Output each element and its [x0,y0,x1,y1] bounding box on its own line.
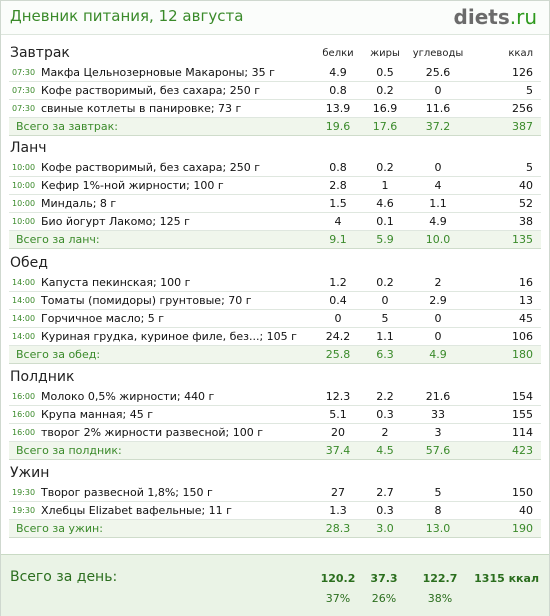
food-carbs: 8 [434,504,442,517]
food-row[interactable] [9,424,541,442]
food-row[interactable] [9,64,541,82]
meal-total-row [9,346,541,364]
food-protein: 20 [331,426,345,439]
meal-title: Обед [10,255,48,271]
total-fat: 5.9 [376,233,394,246]
food-time: 19:30 [12,506,36,515]
food-name: Молоко 0,5% жирности; 440 г [41,390,215,403]
total-kcal: 190 [512,522,533,535]
food-carbs: 3 [434,426,442,439]
meal-total-label: Всего за ужин: [16,522,103,535]
food-time: 16:00 [12,392,36,401]
food-name: Хлебцы Elizabet вафельные; 11 г [41,504,232,517]
food-protein: 1.3 [329,504,347,517]
total-kcal: 423 [512,444,533,457]
day-fat-percent: 26% [371,592,397,605]
day-carbs-percent: 38% [427,592,453,605]
food-name: Кофе растворимый, без сахара; 250 г [41,84,260,97]
food-carbs: 4 [434,179,442,192]
column-header-kcal: ккал [508,48,533,59]
total-carbs: 10.0 [425,233,451,246]
food-time: 10:00 [12,181,36,190]
food-name: Крупа манная; 45 г [41,408,153,421]
food-time: 07:30 [12,104,36,113]
food-row[interactable] [9,274,541,292]
food-carbs: 0 [434,84,442,97]
food-fat: 0.1 [376,215,394,228]
total-fat: 6.3 [376,348,394,361]
food-row[interactable] [9,159,541,177]
food-row[interactable] [9,328,541,346]
food-fat: 1.1 [376,330,394,343]
food-row[interactable] [9,406,541,424]
food-carbs: 5 [434,486,442,499]
food-fat: 2 [381,426,389,439]
food-fat: 2.7 [376,486,394,499]
food-name: Капуста пекинская; 100 г [41,276,191,289]
total-fat: 4.5 [376,444,394,457]
meal-title: Ужин [10,465,50,481]
food-kcal: 150 [512,486,533,499]
food-kcal: 16 [519,276,533,289]
column-header-fat: жиры [370,48,400,59]
food-protein: 0.8 [329,84,347,97]
total-protein: 25.8 [325,348,351,361]
meal-total-label: Всего за завтрак: [16,120,119,133]
food-time: 07:30 [12,68,36,77]
day-protein: 120.2 [320,572,356,585]
food-name: Творог развесной 1,8%; 150 г [41,486,213,499]
column-header-carbs: углеводы [412,48,464,59]
meal-title: Полдник [10,369,75,385]
food-kcal: 40 [519,504,533,517]
food-row[interactable] [9,213,541,231]
food-fat: 0.3 [376,504,394,517]
food-row[interactable] [9,502,541,520]
food-protein: 1.5 [329,197,347,210]
food-row[interactable] [9,100,541,118]
site-logo[interactable] [454,5,537,29]
food-time: 16:00 [12,410,36,419]
food-protein: 0.4 [329,294,347,307]
food-protein: 4 [334,215,342,228]
total-kcal: 180 [512,348,533,361]
food-carbs: 33 [431,408,445,421]
food-protein: 0.8 [329,161,347,174]
food-kcal: 5 [526,161,533,174]
food-row[interactable] [9,292,541,310]
food-fat: 1 [381,179,389,192]
column-header-protein: белки [322,48,354,59]
food-name: Кефир 1%-ной жирности; 100 г [41,179,224,192]
food-fat: 0.3 [376,408,394,421]
food-kcal: 52 [519,197,533,210]
food-fat: 0.2 [376,84,394,97]
food-name: творог 2% жирности развесной; 100 г [41,426,264,439]
meal-total-label: Всего за обед: [16,348,101,361]
food-fat: 0.2 [376,276,394,289]
food-time: 14:00 [12,332,36,341]
food-name: Кофе растворимый, без сахара; 250 г [41,161,260,174]
total-protein: 19.6 [325,120,351,133]
food-carbs: 0 [434,312,442,325]
meal-total-label: Всего за полдник: [16,444,122,457]
page-title: Дневник питания, 12 августа [10,7,244,25]
total-carbs: 4.9 [429,348,447,361]
food-name: Миндаль; 8 г [41,197,117,210]
food-fat: 0 [381,294,389,307]
food-time: 10:00 [12,217,36,226]
food-row[interactable] [9,484,541,502]
food-protein: 5.1 [329,408,347,421]
food-protein: 4.9 [329,66,347,79]
food-row[interactable] [9,310,541,328]
food-carbs: 11.6 [425,102,451,115]
food-kcal: 106 [512,330,533,343]
food-row[interactable] [9,177,541,195]
food-kcal: 126 [512,66,533,79]
day-protein-percent: 37% [325,592,351,605]
total-carbs: 57.6 [425,444,451,457]
food-fat: 0.5 [376,66,394,79]
total-carbs: 13.0 [425,522,451,535]
food-kcal: 45 [519,312,533,325]
food-fat: 4.6 [376,197,394,210]
food-kcal: 13 [519,294,533,307]
food-carbs: 25.6 [425,66,451,79]
food-name: Горчичное масло; 5 г [41,312,165,325]
header-bar [1,1,549,35]
day-carbs: 122.7 [422,572,458,585]
day-summary [1,554,549,616]
food-fat: 16.9 [372,102,398,115]
meal-total-row [9,231,541,249]
food-kcal: 38 [519,215,533,228]
logo-tld: .ru [509,5,537,29]
food-time: 19:30 [12,488,36,497]
food-carbs: 0 [434,330,442,343]
food-time: 14:00 [12,278,36,287]
food-time: 16:00 [12,428,36,437]
day-total-label: Всего за день: [10,569,118,585]
total-fat: 3.0 [376,522,394,535]
food-row[interactable] [9,82,541,100]
food-kcal: 154 [512,390,533,403]
total-protein: 9.1 [329,233,347,246]
food-kcal: 155 [512,408,533,421]
food-protein: 13.9 [325,102,351,115]
food-protein: 24.2 [325,330,351,343]
food-kcal: 5 [526,84,533,97]
food-row[interactable] [9,195,541,213]
food-carbs: 1.1 [429,197,447,210]
food-fat: 0.2 [376,161,394,174]
food-kcal: 256 [512,102,533,115]
meal-title: Завтрак [10,45,70,61]
food-protein: 12.3 [325,390,351,403]
food-kcal: 114 [512,426,533,439]
food-name: Куриная грудка, куриное филе, без...; 105 г [41,330,297,343]
food-name: Био йогурт Лакомо; 125 г [41,215,190,228]
total-kcal: 135 [512,233,533,246]
logo-main: diets [453,5,510,29]
food-time: 10:00 [12,199,36,208]
food-protein: 2.8 [329,179,347,192]
food-carbs: 0 [434,161,442,174]
food-row[interactable] [9,388,541,406]
food-protein: 27 [331,486,345,499]
food-kcal: 40 [519,179,533,192]
food-fat: 2.2 [376,390,394,403]
meal-total-row [9,442,541,460]
meal-title: Ланч [10,140,47,156]
day-fat: 37.3 [370,572,398,585]
meal-total-row [9,520,541,538]
food-carbs: 2.9 [429,294,447,307]
food-carbs: 2 [434,276,442,289]
food-time: 10:00 [12,163,36,172]
total-kcal: 387 [512,120,533,133]
food-carbs: 4.9 [429,215,447,228]
meal-total-label: Всего за ланч: [16,233,100,246]
food-protein: 0 [334,312,342,325]
total-protein: 28.3 [325,522,351,535]
day-kcal: 1315 ккал [474,572,539,585]
total-fat: 17.6 [372,120,398,133]
food-time: 07:30 [12,86,36,95]
food-time: 14:00 [12,296,36,305]
meal-total-row [9,118,541,136]
food-fat: 5 [381,312,389,325]
food-name: свиные котлеты в панировке; 73 г [41,102,242,115]
food-carbs: 21.6 [425,390,451,403]
total-protein: 37.4 [325,444,351,457]
food-name: Макфа Цельнозерновые Макароны; 35 г [41,66,275,79]
food-name: Томаты (помидоры) грунтовые; 70 г [41,294,252,307]
food-time: 14:00 [12,314,36,323]
food-protein: 1.2 [329,276,347,289]
total-carbs: 37.2 [425,120,451,133]
